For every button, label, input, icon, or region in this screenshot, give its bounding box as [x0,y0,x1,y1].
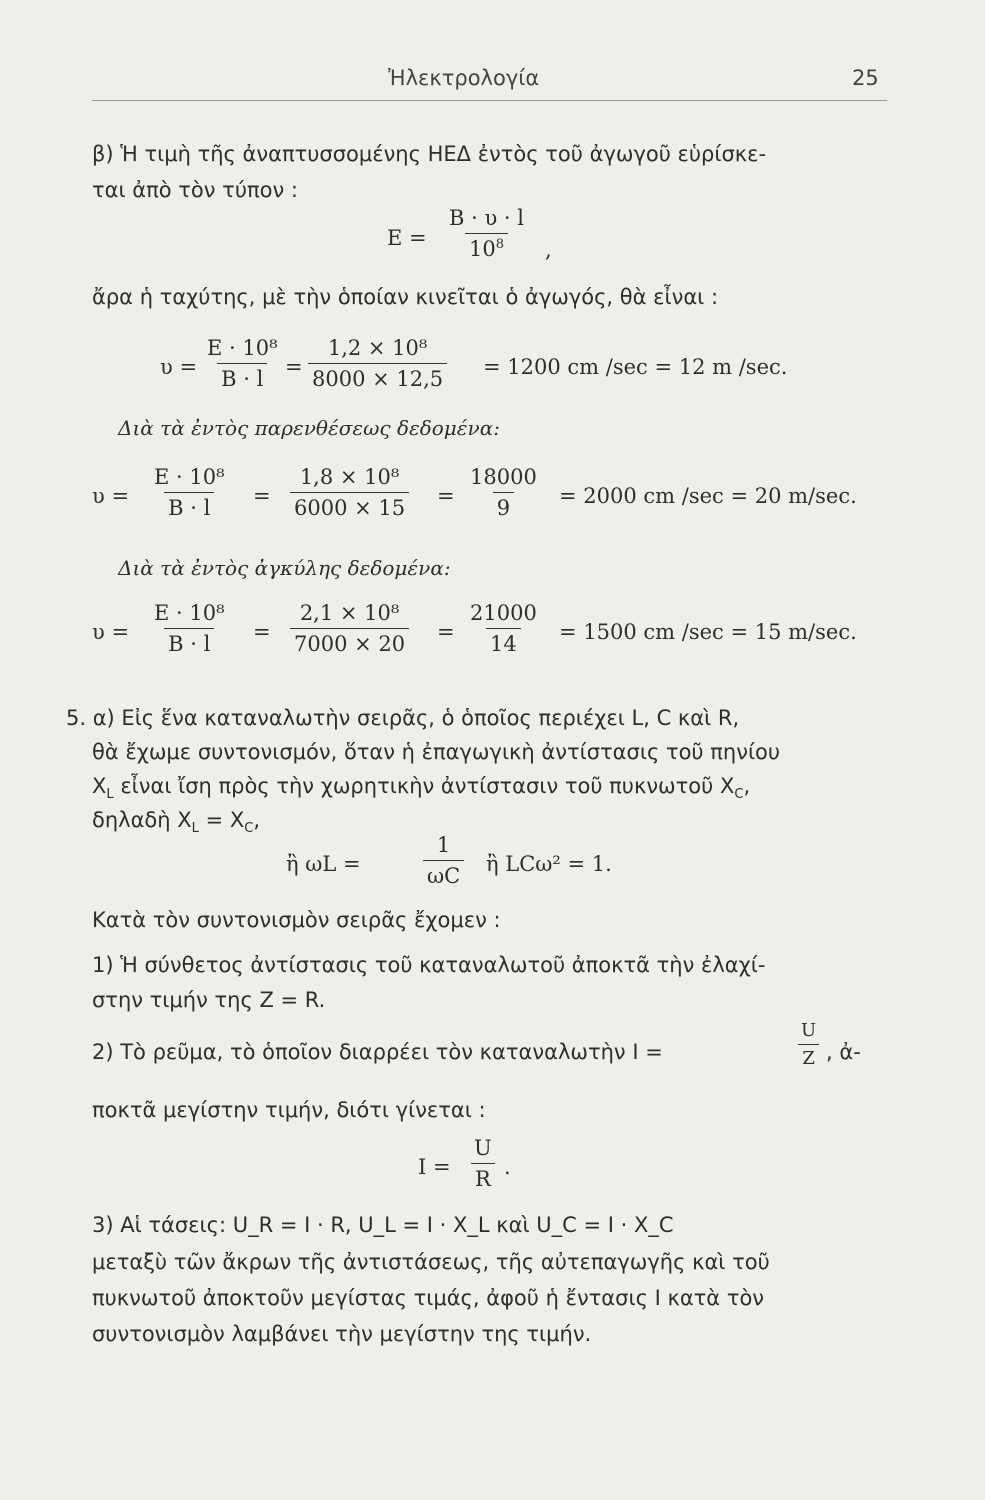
eq2-f1-den: B · l [217,363,267,390]
eq2-f1-num: E · 10⁸ [207,336,278,360]
eq3-fraction-1 [150,467,229,519]
item2-fraction [797,1022,820,1068]
speed-line: ἄρα ἡ ταχύτης, μὲ τὴν ὁποίαν κινεῖται ὁ ἀγωγός, θὰ εἶναι : [92,285,719,309]
item1-line1: 1) Ἡ σύνθετος ἀντίστασις τοῦ καταναλωτοῦ ἀποκτᾶ τὴν ἐλαχί- [92,953,766,977]
eq3-lhs: υ = [92,484,130,508]
eq6-lhs: I = [418,1155,451,1179]
eq2-lhs: υ = [160,355,198,379]
eq6-tail: . [504,1155,511,1179]
running-header: Ἠλεκτρολογία [388,66,540,90]
item3-line1: 3) Αἱ τάσεις: U_R = I · R, U_L = I · X_L καὶ U_C = I · X_C [92,1213,674,1237]
eq4-f1-den: B · l [164,628,214,655]
sec5-line1: 5. α) Εἰς ἕνα καταναλωτὴν σειρᾶς, ὁ ὁποῖος περιέχει L, C καὶ R, [66,706,740,730]
eq4-fraction-2 [290,603,409,655]
eq4-lhs: υ = [92,620,130,644]
eq5-den: ωC [423,860,464,887]
eq3-equals-2: = [437,484,455,508]
eq1-lhs: E = [387,226,427,250]
eq3-f2-num: 1,8 × 10⁸ [299,465,400,489]
eq3-f3-den: 9 [493,492,514,519]
item2-den: Z [798,1044,819,1068]
eq1-denominator: $10^8$ [465,233,508,260]
eq1-numerator: B · υ · l [449,206,524,230]
item2-line1-tail: , ἀ- [826,1040,861,1064]
eq5-num: 1 [436,833,451,857]
header-rule [92,100,887,101]
item2-line2: ποκτᾶ μεγίστην τιμήν, διότι γίνεται : [92,1098,486,1122]
heading-within-brackets: Διὰ τὰ ἐντὸς ἀγκύλης δεδομένα: [118,556,451,580]
eq4-result: = 1500 cm /sec = 15 m/sec. [559,620,857,644]
sec5-line3: $X_L$ εἶναι ἴση πρὸς τὴν χωρητικὴν ἀντίστασιν τοῦ πυκνωτοῦ $X_C$, [92,774,751,803]
eq4-f2-num: 2,1 × 10⁸ [299,601,400,625]
item3-line4: συντονισμὸν λαμβάνει τὴν μεγίστην της τιμήν. [92,1322,592,1346]
item2-line1: 2) Τὸ ρεῦμα, τὸ ὁποῖον διαρρέει τὸν καταναλωτὴν I = [92,1040,663,1064]
eq2-result: = 1200 cm /sec = 12 m /sec. [483,355,788,379]
sec5-line4: δηλαδὴ $X_L = X_C$, [92,808,261,837]
item1-line2: στην τιμήν της Z = R. [92,988,326,1012]
sec5-line2: θὰ ἔχωμε συντονισμόν, ὅταν ἡ ἐπαγωγικὴ ἀντίστασις τοῦ πηνίου [92,740,781,764]
eq2-fraction-2 [308,338,447,390]
eq6-num: U [474,1136,492,1160]
eq4-fraction-3 [466,603,541,655]
eq2-f2-den: 8000 × 12,5 [308,363,447,390]
eq3-equals-1: = [253,484,271,508]
eq1-tail: , [545,238,552,262]
eq3-fraction-2 [290,467,409,519]
eq2-equals-1: = [285,355,303,379]
eq6-den: R [471,1163,495,1190]
eq5-part-b: ἢ LCω² = 1. [486,852,612,876]
item2-num: U [801,1020,817,1041]
eq2-f2-num: 1,2 × 10⁸ [327,336,428,360]
eq6-fraction [470,1138,496,1190]
eq5-fraction [423,835,464,887]
item3-line3: πυκνωτοῦ ἀποκτοῦν μεγίστας τιμάς, ἀφοῦ ἡ ἔντασις I κατὰ τὸν [92,1286,765,1310]
section-b-intro-line1: β) Ἡ τιμὴ τῆς ἀναπτυσσομένης ΗΕΔ ἐντὸς τοῦ ἀγωγοῦ εὑρίσκε- [92,142,767,166]
eq4-fraction-1 [150,603,229,655]
eq4-f3-den: 14 [486,628,521,655]
page-number: 25 [852,66,879,90]
eq4-equals-2: = [437,620,455,644]
heading-within-parentheses: Διὰ τὰ ἐντὸς παρενθέσεως δεδομένα: [118,416,500,440]
eq3-f3-num: 18000 [470,465,537,489]
eq5-part-a: ἢ ωL = [286,852,361,876]
eq1-fraction [445,208,528,260]
eq3-f1-num: E · 10⁸ [154,465,225,489]
eq3-result: = 2000 cm /sec = 20 m/sec. [559,484,857,508]
eq4-f2-den: 7000 × 20 [290,628,409,655]
eq3-f1-den: B · l [164,492,214,519]
item3-line2: μεταξὺ τῶν ἄκρων τῆς ἀντιστάσεως, τῆς αὐτεπαγωγῆς καὶ τοῦ [92,1250,770,1274]
eq4-f3-num: 21000 [470,601,537,625]
eq3-fraction-3 [466,467,541,519]
eq4-equals-1: = [253,620,271,644]
eq2-fraction-1 [203,338,282,390]
eq3-f2-den: 6000 × 15 [290,492,409,519]
eq4-f1-num: E · 10⁸ [154,601,225,625]
resonance-intro: Κατὰ τὸν συντονισμὸν σειρᾶς ἔχομεν : [92,908,501,932]
section-b-intro-line2: ται ἀπὸ τὸν τύπον : [92,178,298,202]
